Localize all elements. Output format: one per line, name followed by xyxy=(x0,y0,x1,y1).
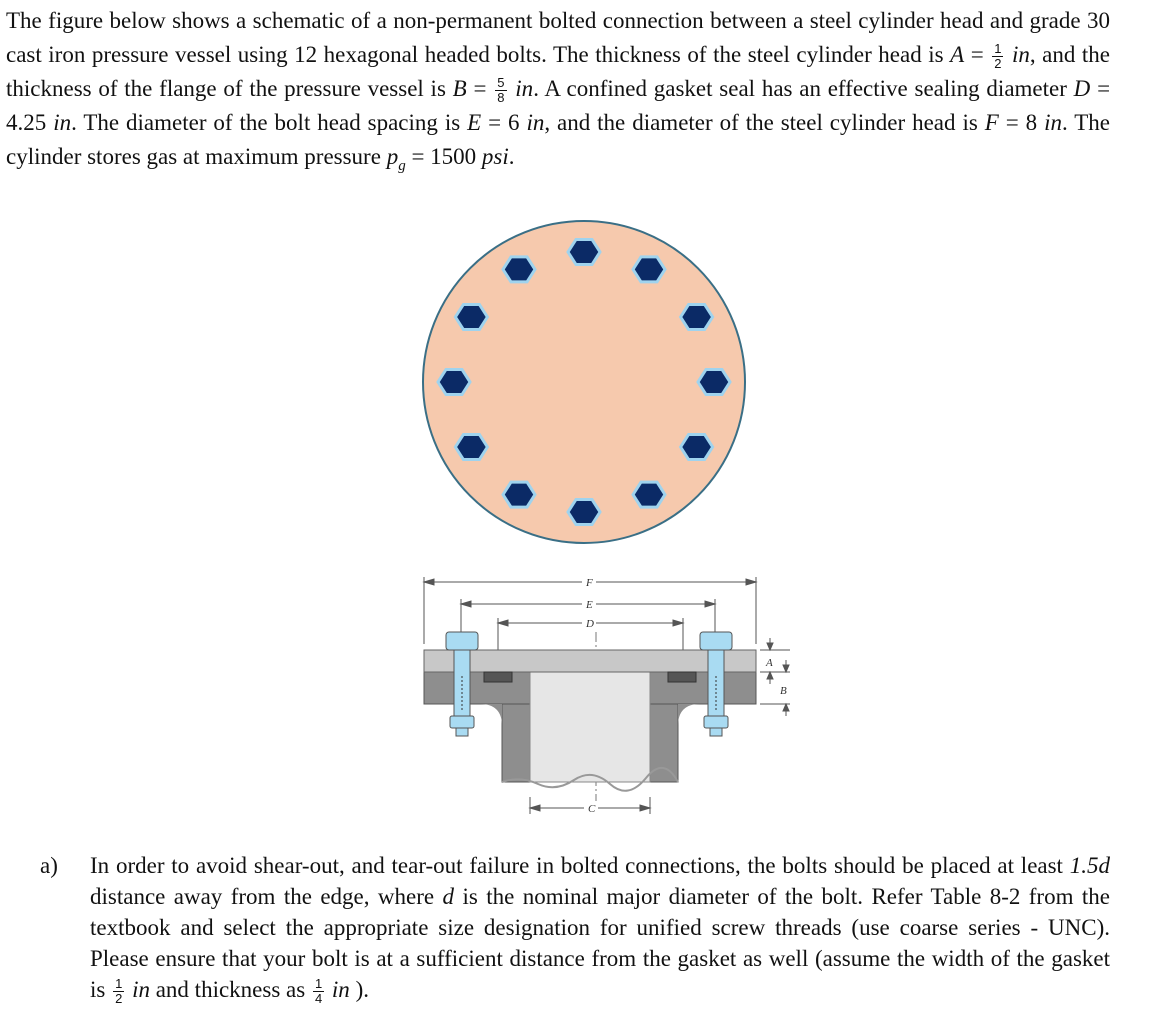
bolt-right-nut xyxy=(704,716,728,728)
F-dim-arrow-right xyxy=(746,579,756,585)
fraction-width-num: 1 xyxy=(115,976,123,992)
equals: = xyxy=(488,110,502,135)
var-g-subscript: g xyxy=(398,158,406,174)
hex-bolt-head xyxy=(455,305,487,330)
unit-in: in xyxy=(53,110,72,135)
unit-psi: psi xyxy=(481,144,509,169)
pg-value: 1500 xyxy=(430,144,477,169)
bolt-left-head xyxy=(446,632,478,650)
equals: = xyxy=(411,144,425,169)
question-text-5: ). xyxy=(349,977,369,1002)
fraction-B-den: 8 xyxy=(497,90,505,106)
fraction-B xyxy=(495,76,506,105)
unit-in: in xyxy=(526,110,545,135)
equals: = xyxy=(1005,110,1019,135)
fraction-A xyxy=(992,42,1003,71)
label-C: C xyxy=(588,803,596,815)
pressure-vessel-flange xyxy=(424,672,756,791)
fraction-A-den: 2 xyxy=(994,56,1002,72)
intro-text-4: . The diameter of the bolt head spacing is xyxy=(71,110,468,135)
cylinder-head-plate xyxy=(424,650,756,672)
problem-statement xyxy=(6,4,1110,177)
flange-left xyxy=(424,672,530,704)
var-B: B xyxy=(452,76,467,101)
bolt-circle-figure xyxy=(418,216,748,546)
C-dim-arrow-right xyxy=(640,805,650,811)
bolt-left-nut xyxy=(450,716,474,728)
fraction-width xyxy=(113,977,124,1006)
var-D: D xyxy=(1073,76,1091,101)
fraction-B-num: 5 xyxy=(497,75,505,91)
F-value: 8 xyxy=(1025,110,1038,135)
bolt-right-tip xyxy=(710,728,722,736)
E-dim-arrow-left xyxy=(461,601,471,607)
fraction-A-num: 1 xyxy=(994,41,1002,57)
hex-bolt-head xyxy=(503,482,535,507)
question-label: a) xyxy=(40,853,58,878)
fraction-thickness-den: 4 xyxy=(314,991,323,1007)
C-dim-arrow-left xyxy=(530,805,540,811)
hex-bolt-head xyxy=(698,370,730,395)
unit-in: in xyxy=(1011,42,1030,67)
unit-in: in xyxy=(515,76,534,101)
unit-in: in xyxy=(132,977,150,1002)
var-pg xyxy=(386,144,406,174)
var-A: A xyxy=(950,42,965,67)
hex-bolt-head xyxy=(681,435,713,460)
hex-bolt-head xyxy=(568,500,600,525)
bolt-left-tip xyxy=(456,728,468,736)
gasket-right xyxy=(668,672,696,682)
equals: = xyxy=(1097,76,1111,101)
bolt-right-shank xyxy=(708,650,724,716)
hex-bolt-head xyxy=(633,257,665,282)
var-d: d xyxy=(442,884,455,909)
question-text-3: is the nominal major diameter of the bolt. Refer Table 8-2 from the textbook and select the appropriate size designation for unified screw threads (use coarse series - UNC). Please ensure that your bolt is at a sufficient distance from the gasket as well (assume the width of the gasket is xyxy=(90,884,1110,1002)
var-p: p xyxy=(386,144,399,169)
label-E: E xyxy=(586,599,593,611)
intro-text-1: The figure below shows a schematic of a non-permanent bolted connection between a steel cylinder head and grade 30 cast iron pressure vessel using 12 hexagonal headed bolts. The thickness of the steel cylinder head is xyxy=(6,8,1110,67)
vessel-fillet-left xyxy=(480,704,502,726)
hex-bolt-head xyxy=(438,370,470,395)
intro-text-5: , and the diameter of the steel cylinder head is xyxy=(544,110,985,135)
fraction-width-den: 2 xyxy=(115,991,123,1007)
intro-text-6: . The cylinder stores gas at maximum pressure xyxy=(6,110,1111,169)
gasket-left xyxy=(484,672,512,682)
question-body xyxy=(90,850,1110,1006)
B-arrow-up xyxy=(767,672,773,679)
D-dim-arrow-right xyxy=(673,620,683,626)
bolt-right-head xyxy=(700,632,732,650)
var-F: F xyxy=(984,110,999,135)
equals: = xyxy=(970,42,984,67)
intro-text-3: . A confined gasket seal has an effective sealing diameter xyxy=(533,76,1074,101)
label-D: D xyxy=(586,618,594,630)
question-text-2: distance away from the edge, where xyxy=(90,884,443,909)
unit-in: in xyxy=(1044,110,1062,135)
question-text-4: and thickness as xyxy=(149,977,311,1002)
question-text-1: In order to avoid shear-out, and tear-out failure in bolted connections, the bolts should be placed at least xyxy=(90,853,1070,878)
hex-bolt-head xyxy=(503,257,535,282)
B-arrow-bottom xyxy=(783,704,789,711)
label-F: F xyxy=(586,577,593,589)
hex-bolt-head xyxy=(633,482,665,507)
var-E: E xyxy=(467,110,482,135)
A-arrow-top xyxy=(767,643,773,650)
equals: = xyxy=(473,76,487,101)
hex-bolt-head xyxy=(455,435,487,460)
E-value: 6 xyxy=(508,110,520,135)
label-B: B xyxy=(780,685,787,697)
intro-text-2: , and the thickness of the flange of the pressure vessel is xyxy=(6,42,1110,101)
A-arrow-mid xyxy=(783,665,789,672)
fraction-thickness xyxy=(313,977,324,1006)
label-A: A xyxy=(766,657,773,669)
bolt-left-shank xyxy=(454,650,470,716)
vessel-fillet-right xyxy=(678,704,700,726)
D-dim-arrow-left xyxy=(498,620,508,626)
flange-section-figure xyxy=(410,572,810,822)
vessel-bore xyxy=(530,672,650,782)
D-value: 4.25 xyxy=(6,110,47,135)
var-1-5d: 1.5d xyxy=(1069,853,1110,878)
unit-in: in xyxy=(331,977,350,1002)
fraction-thickness-num: 1 xyxy=(314,976,323,992)
question-a xyxy=(40,850,1110,1006)
period: . xyxy=(508,144,515,169)
F-dim-arrow-left xyxy=(424,579,434,585)
hex-bolt-head xyxy=(681,305,713,330)
vessel-wall-left xyxy=(502,704,530,782)
E-dim-arrow-right xyxy=(705,601,715,607)
hex-bolt-head xyxy=(568,240,600,265)
flange-right xyxy=(650,672,756,704)
